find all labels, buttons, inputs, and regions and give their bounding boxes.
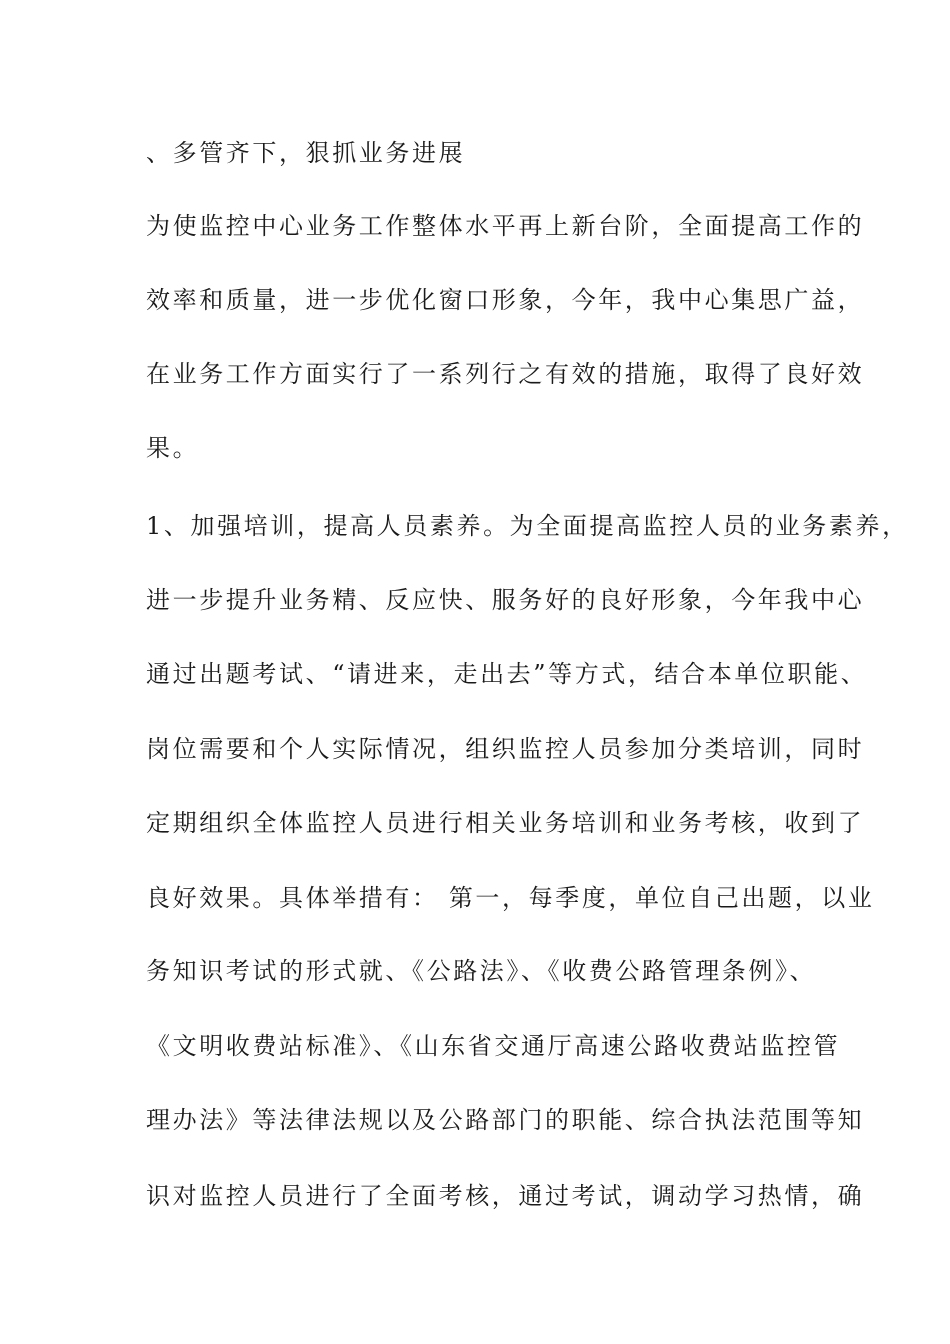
paragraph-line: 为使监控中心业务工作整体水平再上新台阶，全面提高工作的	[146, 212, 865, 240]
paragraph-line: 在业务工作方面实行了一系列行之有效的措施，取得了良好效	[146, 360, 865, 388]
section-heading: 、多管齐下，狠抓业务进展	[146, 139, 466, 167]
paragraph-line: 务知识考试的形式就、《公路法》、《收费公路管理条例》、	[146, 957, 817, 985]
paragraph-line: 定期组织全体监控人员进行相关业务培训和业务考核，收到了	[146, 809, 865, 837]
paragraph-line: 岗位需要和个人实际情况，组织监控人员参加分类培训，同时	[146, 735, 865, 763]
paragraph-line: 《文明收费站标准》、《山东省交通厅高速公路收费站监控管	[146, 1032, 841, 1060]
paragraph-line: 良好效果。具体举措有： 第一，每季度，单位自己出题，以业	[146, 884, 875, 912]
paragraph-line: 果。	[146, 434, 200, 462]
paragraph-line: 进一步提升业务精、反应快、服务好的良好形象，今年我中心	[146, 586, 865, 614]
paragraph-line: 理办法》等法律法规以及公路部门的职能、综合执法范围等知	[146, 1106, 865, 1134]
paragraph-line: 通过出题考试、“请进来，走出去”等方式，结合本单位职能、	[146, 660, 868, 688]
paragraph-line: 1、加强培训，提高人员素养。为全面提高监控人员的业务素养，	[146, 512, 909, 540]
paragraph-line: 识对监控人员进行了全面考核，通过考试，调动学习热情，确	[146, 1182, 865, 1210]
paragraph-line: 效率和质量，进一步优化窗口形象，今年，我中心集思广益，	[146, 286, 865, 314]
